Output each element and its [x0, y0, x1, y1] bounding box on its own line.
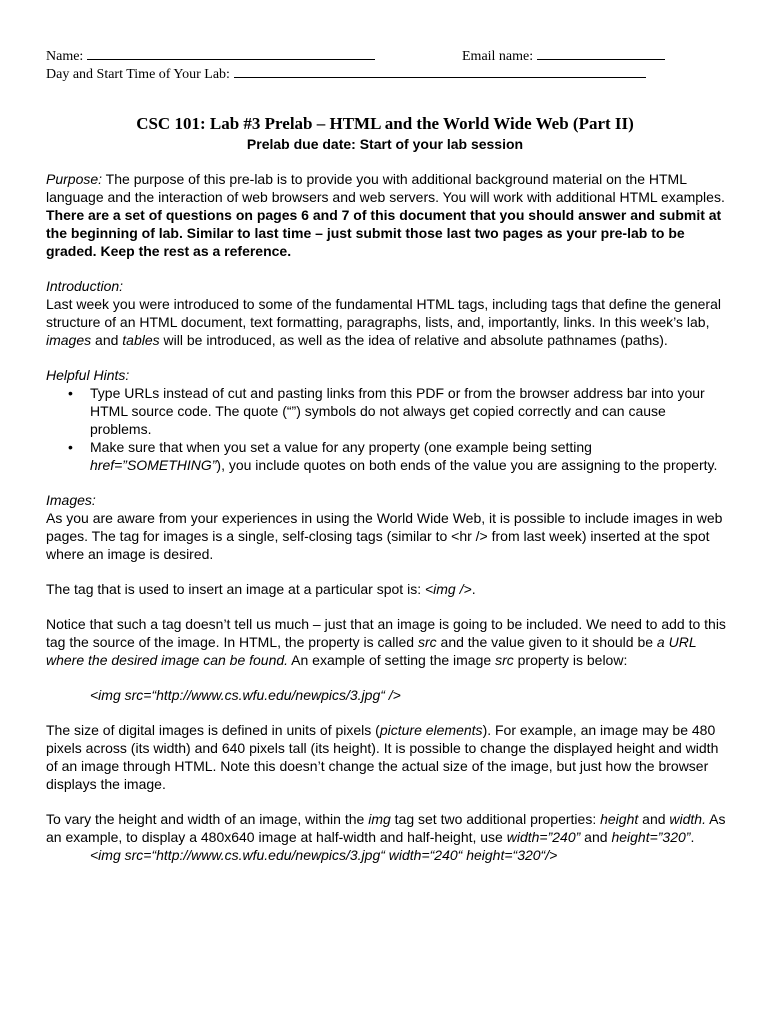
purpose-paragraph — [46, 170, 726, 260]
name-row — [46, 46, 375, 65]
list-item: • Make sure that when you set a value for any property (one example being setting href=”SOMETHING”), you include quotes on both ends of the value you are assigning to the property. — [68, 439, 718, 473]
email-line — [537, 46, 665, 60]
purpose-text: The purpose of this pre-lab is to provide you with additional background material on the HTML language and the interaction of web browsers and web servers. You will work with additional HTML examples. — [46, 171, 725, 205]
introduction-heading: Introduction: — [46, 278, 124, 294]
document-body — [46, 170, 726, 864]
bullet-icon: • — [68, 439, 73, 455]
due-date: Prelab due date: Start of your lab session — [246, 136, 524, 152]
lab-time-row — [46, 64, 646, 83]
lab-time-label: Day and Start Time of Your Lab: — [46, 67, 230, 82]
email-row — [462, 46, 665, 65]
images-heading: Images: — [46, 492, 96, 508]
images-paragraph-3: Notice that such a tag doesn’t tell us much – just that an image is going to be included. We need to add to this tag the source of the image. In HTML, the property is called src and the value given to it should be a URL where the desired image can be found. An example of setting the image src property is below: — [46, 616, 726, 668]
purpose-heading: Purpose: — [46, 171, 103, 187]
code-example-2: <img src=“http://www.cs.wfu.edu/newpics/3.jpg“ width=“240“ height=“320“/> — [90, 847, 558, 863]
hints-list — [46, 384, 726, 474]
name-label: Name: — [46, 49, 84, 64]
hints-heading: Helpful Hints: — [46, 367, 130, 383]
lab-time-line — [234, 64, 646, 78]
images-paragraph-1: As you are aware from your experiences in using the World Wide Web, it is possible to include images in web pages. The tag for images is a single, self-closing tags (similar to <hr /> from last week) inserted at the spot where an image is desired. — [46, 510, 723, 562]
images-paragraph-5: To vary the height and width of an image, within the img tag set two additional properties: height and width. As an example, to display a 480x640 image at half-width and half-height, use width=”240” and height=”320”. — [46, 811, 726, 845]
email-label: Email name: — [462, 49, 534, 64]
name-line — [87, 46, 375, 60]
list-item: • Type URLs instead of cut and pasting links from this PDF or from the browser address bar into your HTML source code. The quote (“”) symbols do not always get copied correctly and can cause problems. — [68, 385, 705, 437]
images-paragraph-2: The tag that is used to insert an image at a particular spot is: <img />. — [46, 581, 476, 597]
bullet-icon: • — [68, 385, 73, 401]
page-title: CSC 101: Lab #3 Prelab – HTML and the World Wide Web (Part II) — [136, 114, 634, 133]
images-paragraph-4: The size of digital images is defined in units of pixels (picture elements). For example, an image may be 480 pixels across (its width) and 640 pixels tall (its height). It is possible to change the displayed height and width of an image through HTML. Note this doesn’t change the actual size of the image, but just how the browser displays the image. — [46, 722, 719, 792]
code-example-1: <img src=“http://www.cs.wfu.edu/newpics/3.jpg“ /> — [90, 687, 401, 703]
introduction-paragraph: Last week you were introduced to some of the fundamental HTML tags, including tags that define the general structure of an HTML document, text formatting, paragraphs, lists, and, importantly, links. In this week’s lab, images and tables will be introduced, as well as the idea of relative and absolute pathnames (paths). — [46, 296, 721, 348]
purpose-bold-text: There are a set of questions on pages 6 and 7 of this document that you should answer and submit at the beginning of lab. Similar to last time – just submit those last two pages as your pre-lab to be graded. Keep the rest as a reference. — [46, 207, 722, 259]
